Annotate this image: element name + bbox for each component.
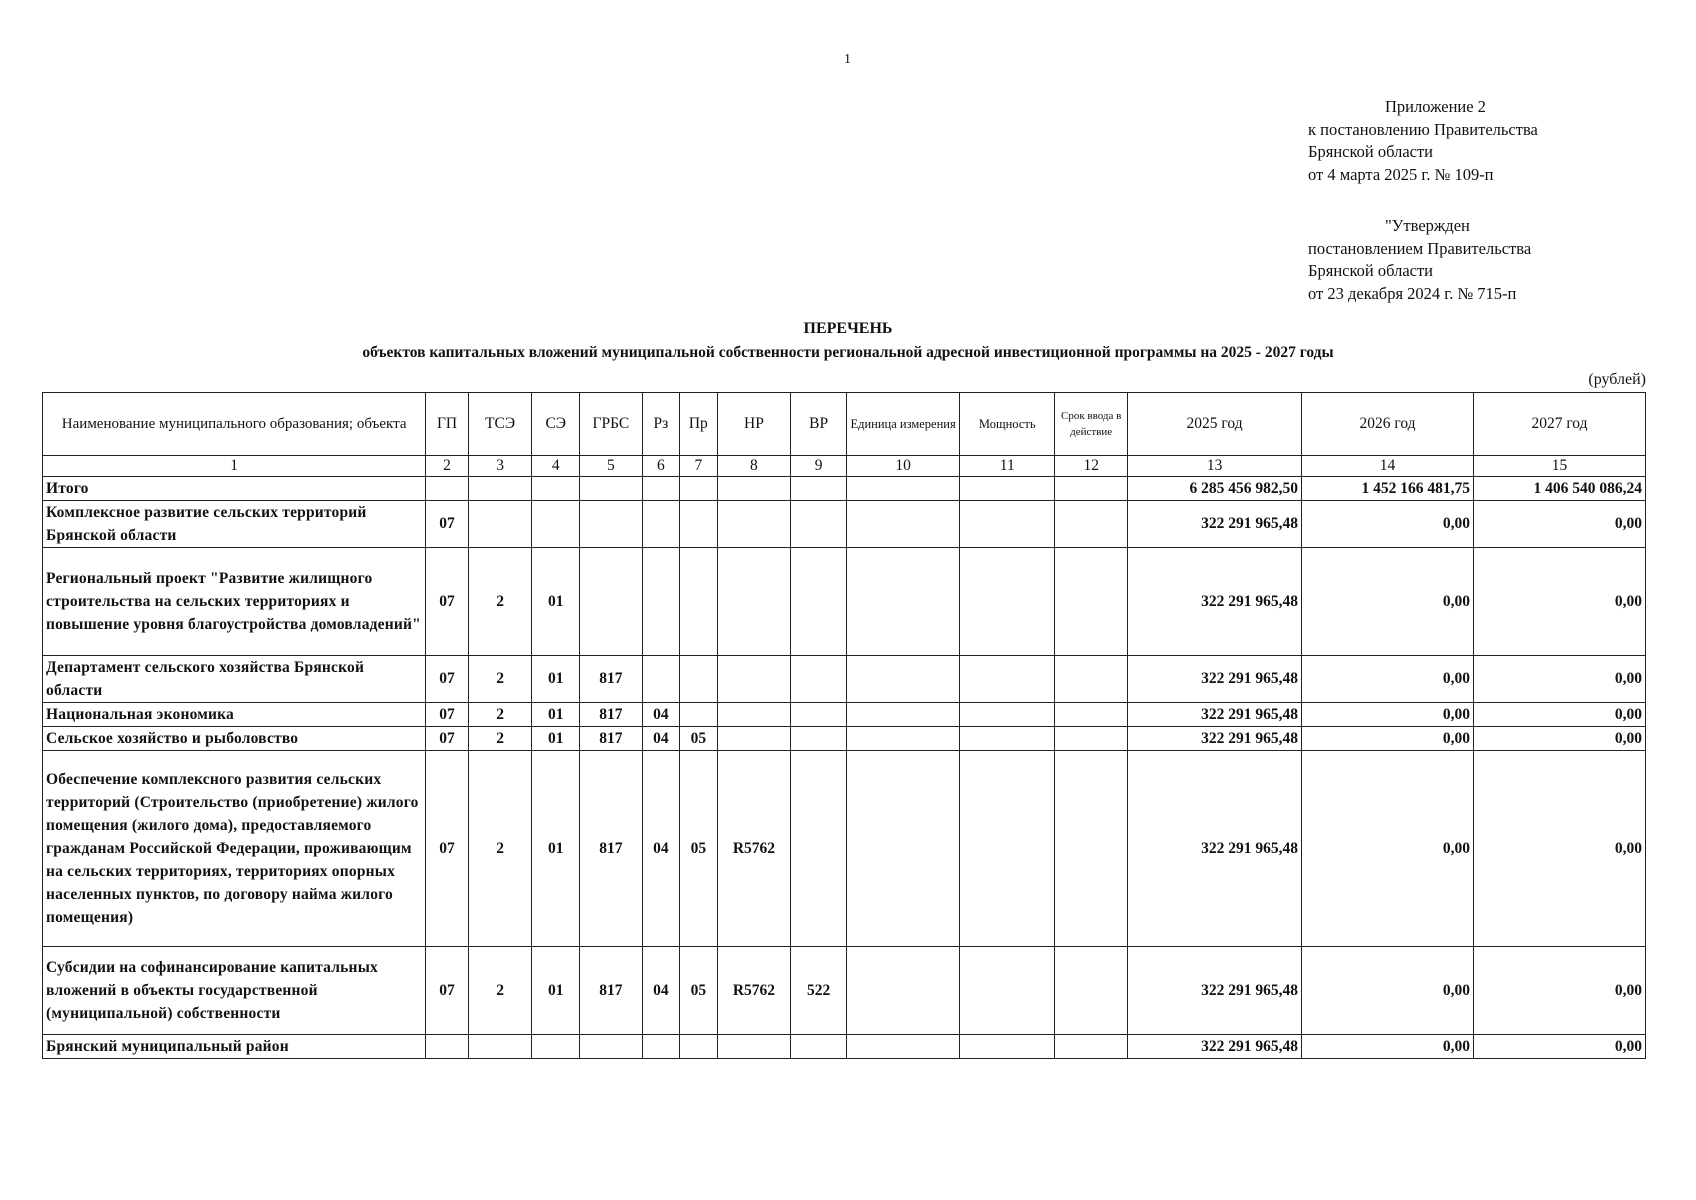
- row-name-cell: Национальная экономика: [43, 703, 426, 727]
- code-cell: [680, 656, 717, 703]
- investment-table: [42, 392, 1646, 1059]
- code-cell: [791, 656, 847, 703]
- code-cell: [1055, 751, 1128, 947]
- code-cell: 817: [580, 947, 643, 1035]
- code-cell: [791, 501, 847, 548]
- code-cell: 01: [532, 947, 580, 1035]
- amount-cell: 0,00: [1302, 501, 1474, 548]
- amount-cell: 322 291 965,48: [1128, 501, 1302, 548]
- code-cell: [532, 1035, 580, 1059]
- code-cell: [960, 656, 1055, 703]
- code-cell: [960, 548, 1055, 656]
- header-cell: ВР: [791, 393, 847, 456]
- approved-line: "Утвержден: [1385, 216, 1470, 235]
- amount-cell: 0,00: [1302, 656, 1474, 703]
- code-cell: 07: [426, 548, 468, 656]
- table-row: [43, 477, 1646, 501]
- code-cell: 04: [642, 703, 679, 727]
- document-subtitle: объектов капитальных вложений муниципальной собственности региональной адресной инвестиционной программы на 2025 - 2027 годы: [362, 344, 1334, 361]
- code-cell: [960, 1035, 1055, 1059]
- amount-cell: 322 291 965,48: [1128, 703, 1302, 727]
- code-cell: [791, 751, 847, 947]
- code-cell: R5762: [717, 947, 791, 1035]
- code-cell: [791, 1035, 847, 1059]
- appendix-line: Брянской области: [1308, 142, 1434, 161]
- appendix-block: [1308, 96, 1538, 186]
- amount-cell: 0,00: [1302, 727, 1474, 751]
- code-cell: [717, 477, 791, 501]
- amount-cell: 0,00: [1302, 751, 1474, 947]
- row-name-cell: Обеспечение комплексного развития сельских территорий (Строительство (приобретение) жилого помещения (жилого дома), предоставляемого гражданам Российской Федерации, проживающим на сельских территориях, территориях опорных населенных пунктов, по договору найма жилого помещения): [43, 751, 426, 947]
- code-cell: 2: [468, 548, 532, 656]
- code-cell: [532, 501, 580, 548]
- code-cell: 01: [532, 548, 580, 656]
- code-cell: [717, 501, 791, 548]
- code-cell: 2: [468, 727, 532, 751]
- code-cell: 05: [680, 751, 717, 947]
- code-cell: [1055, 727, 1128, 751]
- header-row: [43, 393, 1646, 456]
- table-row: [43, 656, 1646, 703]
- code-cell: 817: [580, 727, 643, 751]
- column-number-cell: 2: [426, 456, 468, 477]
- column-number-cell: 7: [680, 456, 717, 477]
- code-cell: [960, 703, 1055, 727]
- code-cell: 01: [532, 727, 580, 751]
- column-number-cell: 8: [717, 456, 791, 477]
- column-number-cell: 12: [1055, 456, 1128, 477]
- code-cell: [426, 1035, 468, 1059]
- header-cell: Срок ввода в действие: [1055, 393, 1128, 456]
- column-number-cell: 15: [1473, 456, 1645, 477]
- column-number-cell: 10: [846, 456, 959, 477]
- code-cell: [1055, 548, 1128, 656]
- row-name-cell: Субсидии на софинансирование капитальных вложений в объекты государственной (муниципальной) собственности: [43, 947, 426, 1035]
- amount-cell: 322 291 965,48: [1128, 727, 1302, 751]
- code-cell: [960, 751, 1055, 947]
- amount-cell: 322 291 965,48: [1128, 947, 1302, 1035]
- code-cell: [791, 703, 847, 727]
- code-cell: 07: [426, 501, 468, 548]
- code-cell: [642, 656, 679, 703]
- code-cell: 07: [426, 947, 468, 1035]
- header-cell: ГП: [426, 393, 468, 456]
- table-row: [43, 751, 1646, 947]
- amount-cell: 0,00: [1302, 703, 1474, 727]
- code-cell: 522: [791, 947, 847, 1035]
- code-cell: [1055, 501, 1128, 548]
- code-cell: [960, 947, 1055, 1035]
- code-cell: [468, 477, 532, 501]
- document-title: ПЕРЕЧЕНЬ: [803, 320, 893, 337]
- code-cell: [532, 477, 580, 501]
- amount-cell: 0,00: [1473, 656, 1645, 703]
- amount-cell: 0,00: [1473, 947, 1645, 1035]
- code-cell: 2: [468, 656, 532, 703]
- amount-cell: 0,00: [1473, 727, 1645, 751]
- amount-cell: 0,00: [1473, 751, 1645, 947]
- amount-cell: 322 291 965,48: [1128, 1035, 1302, 1059]
- code-cell: [580, 501, 643, 548]
- code-cell: 04: [642, 751, 679, 947]
- header-cell: СЭ: [532, 393, 580, 456]
- code-cell: [1055, 703, 1128, 727]
- table-row: [43, 548, 1646, 656]
- code-cell: R5762: [717, 751, 791, 947]
- code-cell: [1055, 947, 1128, 1035]
- row-name-cell: Итого: [43, 477, 426, 501]
- column-number-cell: 3: [468, 456, 532, 477]
- code-cell: [960, 727, 1055, 751]
- approved-line: от 23 декабря 2024 г. № 715-п: [1308, 283, 1517, 303]
- header-cell: Наименование муниципального образования; объекта: [43, 393, 426, 456]
- amount-cell: 0,00: [1302, 548, 1474, 656]
- code-cell: [846, 548, 959, 656]
- appendix-line: к постановлению Правительства: [1308, 119, 1538, 139]
- amount-cell: 0,00: [1302, 947, 1474, 1035]
- code-cell: [642, 501, 679, 548]
- code-cell: 07: [426, 727, 468, 751]
- code-cell: [791, 548, 847, 656]
- code-cell: 2: [468, 947, 532, 1035]
- code-cell: [960, 477, 1055, 501]
- header-cell: 2026 год: [1302, 393, 1474, 456]
- column-number-cell: 4: [532, 456, 580, 477]
- column-number-cell: 11: [960, 456, 1055, 477]
- code-cell: [680, 1035, 717, 1059]
- approved-block: [1308, 215, 1531, 305]
- amount-cell: 322 291 965,48: [1128, 548, 1302, 656]
- amount-cell: 322 291 965,48: [1128, 656, 1302, 703]
- code-cell: [717, 548, 791, 656]
- code-cell: [791, 727, 847, 751]
- header-cell: Пр: [680, 393, 717, 456]
- amount-cell: 1 452 166 481,75: [1302, 477, 1474, 501]
- code-cell: 01: [532, 703, 580, 727]
- code-cell: [960, 501, 1055, 548]
- table-row: [43, 727, 1646, 751]
- code-cell: [468, 501, 532, 548]
- code-cell: 04: [642, 947, 679, 1035]
- code-cell: 07: [426, 703, 468, 727]
- header-cell: НР: [717, 393, 791, 456]
- code-cell: 07: [426, 751, 468, 947]
- code-cell: [680, 477, 717, 501]
- column-number-row: [43, 456, 1646, 477]
- code-cell: [846, 703, 959, 727]
- approved-line: постановлением Правительства: [1308, 238, 1532, 258]
- header-cell: Рз: [642, 393, 679, 456]
- amount-cell: 0,00: [1473, 703, 1645, 727]
- code-cell: 817: [580, 656, 643, 703]
- amount-cell: 0,00: [1473, 548, 1645, 656]
- code-cell: [680, 548, 717, 656]
- code-cell: [1055, 656, 1128, 703]
- page-number: 1: [844, 52, 851, 67]
- column-number-cell: 9: [791, 456, 847, 477]
- code-cell: [1055, 477, 1128, 501]
- row-name-cell: Региональный проект "Развитие жилищного строительства на сельских территориях и повышение уровня благоустройства домовладений": [43, 548, 426, 656]
- row-name-cell: Брянский муниципальный район: [43, 1035, 426, 1059]
- column-number-cell: 14: [1302, 456, 1474, 477]
- code-cell: [642, 548, 679, 656]
- table-row: [43, 501, 1646, 548]
- header-cell: Единица измерения: [846, 393, 959, 456]
- amount-cell: 6 285 456 982,50: [1128, 477, 1302, 501]
- code-cell: [717, 727, 791, 751]
- code-cell: [846, 1035, 959, 1059]
- code-cell: [642, 477, 679, 501]
- code-cell: [580, 1035, 643, 1059]
- code-cell: [846, 947, 959, 1035]
- amount-cell: 322 291 965,48: [1128, 751, 1302, 947]
- column-number-cell: 13: [1128, 456, 1302, 477]
- code-cell: [846, 477, 959, 501]
- header-cell: 2025 год: [1128, 393, 1302, 456]
- column-number-cell: 6: [642, 456, 679, 477]
- amount-cell: 0,00: [1302, 1035, 1474, 1059]
- header-cell: 2027 год: [1473, 393, 1645, 456]
- code-cell: 817: [580, 703, 643, 727]
- code-cell: [580, 548, 643, 656]
- code-cell: [580, 477, 643, 501]
- code-cell: [791, 477, 847, 501]
- code-cell: [468, 1035, 532, 1059]
- code-cell: 01: [532, 656, 580, 703]
- amount-cell: 0,00: [1473, 501, 1645, 548]
- row-name-cell: Сельское хозяйство и рыболовство: [43, 727, 426, 751]
- column-number-cell: 1: [43, 456, 426, 477]
- amount-cell: 1 406 540 086,24: [1473, 477, 1645, 501]
- amount-cell: 0,00: [1473, 1035, 1645, 1059]
- code-cell: 01: [532, 751, 580, 947]
- code-cell: [1055, 1035, 1128, 1059]
- code-cell: [846, 751, 959, 947]
- code-cell: [680, 501, 717, 548]
- code-cell: [846, 727, 959, 751]
- code-cell: [717, 656, 791, 703]
- units-label: (рублей): [1588, 371, 1646, 388]
- column-number-cell: 5: [580, 456, 643, 477]
- code-cell: 04: [642, 727, 679, 751]
- row-name-cell: Департамент сельского хозяйства Брянской области: [43, 656, 426, 703]
- code-cell: [642, 1035, 679, 1059]
- appendix-line: Приложение 2: [1385, 97, 1486, 116]
- header-cell: ТСЭ: [468, 393, 532, 456]
- code-cell: 2: [468, 703, 532, 727]
- appendix-line: от 4 марта 2025 г. № 109-п: [1308, 164, 1494, 184]
- code-cell: 817: [580, 751, 643, 947]
- code-cell: [846, 656, 959, 703]
- table-row: [43, 1035, 1646, 1059]
- header-cell: ГРБС: [580, 393, 643, 456]
- row-name-cell: Комплексное развитие сельских территорий Брянской области: [43, 501, 426, 548]
- code-cell: [717, 1035, 791, 1059]
- code-cell: [846, 501, 959, 548]
- code-cell: [680, 703, 717, 727]
- code-cell: 07: [426, 656, 468, 703]
- table-row: [43, 703, 1646, 727]
- header-cell: Мощность: [960, 393, 1055, 456]
- code-cell: 05: [680, 947, 717, 1035]
- approved-line: Брянской области: [1308, 261, 1434, 280]
- code-cell: 2: [468, 751, 532, 947]
- code-cell: [426, 477, 468, 501]
- code-cell: 05: [680, 727, 717, 751]
- code-cell: [717, 703, 791, 727]
- table-row: [43, 947, 1646, 1035]
